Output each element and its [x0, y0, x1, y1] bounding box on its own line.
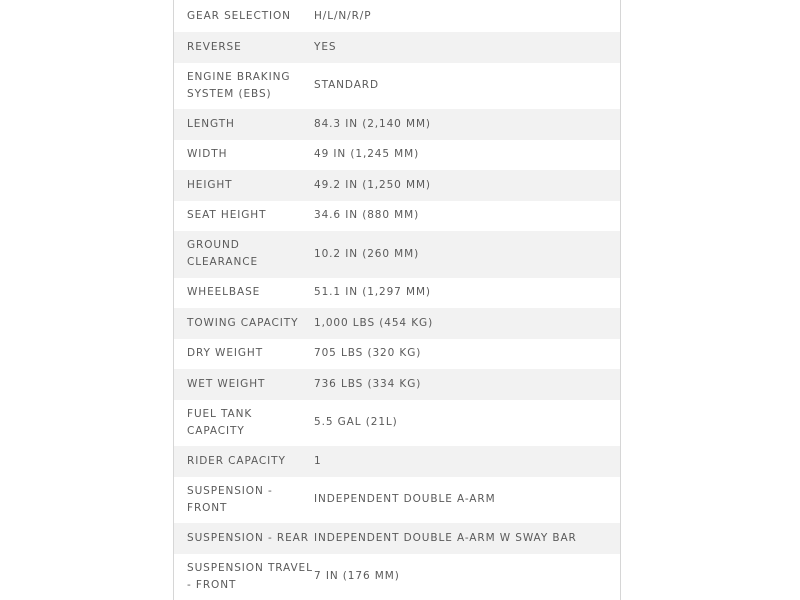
spec-value: INDEPENDENT DOUBLE A-ARM: [314, 477, 620, 524]
spec-label: TOWING CAPACITY: [174, 308, 314, 339]
table-row: [174, 446, 620, 477]
table-row: [174, 339, 620, 370]
table-row: [174, 554, 620, 600]
spec-label: FUEL TANK CAPACITY: [174, 400, 314, 447]
table-row: [174, 201, 620, 232]
spec-label: LENGTH: [174, 109, 314, 140]
spec-value: 1: [314, 446, 620, 477]
table-row: [174, 63, 620, 110]
spec-value: 34.6 IN (880 MM): [314, 201, 620, 232]
spec-label: SUSPENSION - REAR: [174, 523, 314, 554]
table-row: [174, 0, 620, 32]
table-row: [174, 109, 620, 140]
spec-label: GEAR SELECTION: [174, 0, 314, 32]
table-row: [174, 170, 620, 201]
table-row: [174, 231, 620, 278]
spec-panel: [173, 0, 621, 600]
table-row: [174, 278, 620, 309]
spec-value: STANDARD: [314, 63, 620, 110]
spec-label: SUSPENSION - FRONT: [174, 477, 314, 524]
spec-value: INDEPENDENT DOUBLE A-ARM W SWAY BAR: [314, 523, 620, 554]
spec-label: HEIGHT: [174, 170, 314, 201]
spec-label: SUSPENSION TRAVEL - FRONT: [174, 554, 314, 600]
spec-value: 736 LBS (334 KG): [314, 369, 620, 400]
spec-value: 10.2 IN (260 MM): [314, 231, 620, 278]
spec-table: [174, 0, 620, 600]
table-row: [174, 369, 620, 400]
spec-label: GROUND CLEARANCE: [174, 231, 314, 278]
table-row: [174, 400, 620, 447]
table-row: [174, 140, 620, 171]
spec-label: REVERSE: [174, 32, 314, 63]
spec-value: 49.2 IN (1,250 MM): [314, 170, 620, 201]
table-row: [174, 523, 620, 554]
spec-label: DRY WEIGHT: [174, 339, 314, 370]
table-row: [174, 477, 620, 524]
spec-label: RIDER CAPACITY: [174, 446, 314, 477]
spec-value: 1,000 LBS (454 KG): [314, 308, 620, 339]
spec-label: WIDTH: [174, 140, 314, 171]
spec-value: YES: [314, 32, 620, 63]
spec-label: WET WEIGHT: [174, 369, 314, 400]
spec-label: ENGINE BRAKING SYSTEM (EBS): [174, 63, 314, 110]
table-row: [174, 308, 620, 339]
spec-value: 7 IN (176 MM): [314, 554, 620, 600]
spec-label: SEAT HEIGHT: [174, 201, 314, 232]
spec-value: 705 LBS (320 KG): [314, 339, 620, 370]
spec-value: 49 IN (1,245 MM): [314, 140, 620, 171]
spec-label: WHEELBASE: [174, 278, 314, 309]
spec-value: 5.5 GAL (21L): [314, 400, 620, 447]
spec-value: 84.3 IN (2,140 MM): [314, 109, 620, 140]
spec-value: 51.1 IN (1,297 MM): [314, 278, 620, 309]
spec-value: H/L/N/R/P: [314, 0, 620, 32]
table-row: [174, 32, 620, 63]
